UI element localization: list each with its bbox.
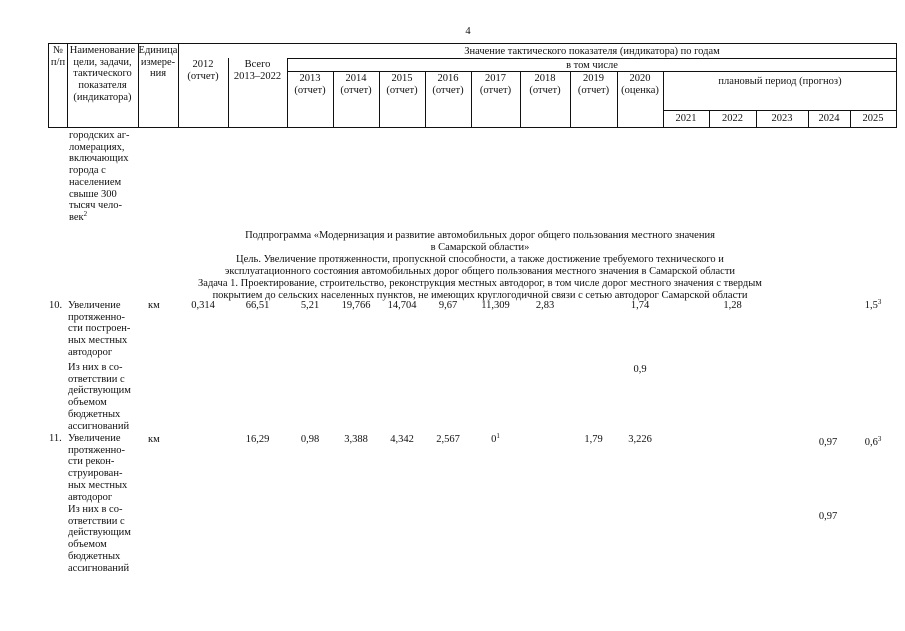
row10-2016: 9,67	[438, 300, 458, 311]
header-in-that: в том числе	[566, 60, 618, 71]
row11-2014: 3,388	[344, 434, 368, 445]
header-2023: 2023	[771, 113, 793, 124]
row11-num: 11.	[49, 433, 62, 444]
row11-2015: 4,342	[390, 434, 414, 445]
row10-2018: 2,83	[535, 300, 555, 311]
header-2021: 2021	[675, 113, 697, 124]
row10-2020: 1,74	[630, 300, 650, 311]
row10-2013: 5,21	[300, 300, 320, 311]
header-2016: 2016 (отчет)	[432, 73, 464, 96]
row11-sub-2024: 0,97	[818, 511, 838, 522]
header-2013: 2013 (отчет)	[294, 73, 326, 96]
subprogram-title: Подпрограмма «Модернизация и развитие автомобильных дорог общего пользования местного значения в Самарской области»	[245, 230, 715, 253]
header-values-title: Значение тактического показателя (индикатора) по годам	[464, 46, 720, 57]
header-2012: 2012 (отчет)	[187, 59, 219, 82]
row11-total: 16,29	[245, 434, 270, 445]
header-num: № п/п	[50, 45, 66, 68]
footnote-marker: 3	[877, 435, 882, 443]
row10-name: Увеличение протяженно- сти построен- ных местных автодорог	[68, 300, 131, 358]
row10-unit: км	[148, 300, 160, 311]
subprogram-goal: Цель. Увеличение протяженности, пропускной способности, а также достижение требуемого технического и эксплуатационного состояния автомобильных дорог общего пользования местного значения в Самарской области	[224, 254, 736, 277]
header-2014: 2014 (отчет)	[340, 73, 372, 96]
row11-name: Увеличение протяженно- сти рекон- струирован- ных местных автодорог	[68, 433, 128, 503]
row11-2020: 3,226	[628, 434, 652, 445]
header-2018: 2018 (отчет)	[529, 73, 561, 96]
header-2025: 2025	[862, 113, 884, 124]
header-2019: 2019 (отчет)	[577, 73, 610, 96]
header-plan: плановый период (прогноз)	[718, 76, 842, 87]
header-2015: 2015 (отчет)	[386, 73, 418, 96]
row11-2024: 0,97	[818, 437, 838, 448]
header-2022: 2022	[722, 113, 743, 124]
row10-2025: $1,5^3$	[864, 298, 882, 311]
row10-2017: 11,309	[481, 300, 510, 311]
row10-sub-2020: 0,9	[633, 364, 647, 375]
footnote-marker: 2	[83, 209, 88, 218]
row10-2015: 14,704	[387, 300, 417, 311]
row11-2016: 2,567	[436, 434, 460, 445]
row10-2022: 1,28	[723, 300, 742, 311]
row11-unit: км	[148, 434, 160, 445]
row11-2025: $0,6^3$	[864, 435, 882, 448]
subprogram-task: Задача 1. Проектирование, строительство, реконструкция местных автодорог, в том числе дорог местного значения с твердым покрытием до сельских населенных пунктов, не имеющих круглогодичной связи с сетью автодорог Самарской области	[198, 278, 762, 301]
header-unit: Единица измере- ния	[138, 45, 178, 80]
row10-2014: 19,766	[341, 300, 371, 311]
row11-sub-name: Из них в со- ответствии с действующим объемом бюджетных ассигнований	[68, 504, 131, 574]
row10-num: 10.	[49, 300, 63, 311]
footnote-marker: 3	[877, 298, 882, 306]
continued-row-name: городских аг- ломерациях, включающих города с населением свыше 300 тысяч чело- век$^2$	[69, 130, 130, 223]
header-total: Всего 2013–2022	[233, 59, 282, 82]
footnote-marker: 1	[496, 432, 500, 440]
header-2024: 2024	[818, 113, 840, 124]
row10-sub-name: Из них в со- ответствии с действующим объемом бюджетных ассигнований	[68, 362, 131, 432]
row10-total: 66,51	[245, 300, 270, 311]
row11-2017: $0^1$	[491, 432, 500, 445]
row11-2019: 1,79	[584, 434, 603, 445]
row11-2013: 0,98	[300, 434, 320, 445]
header-2017: 2017 (отчет)	[479, 73, 512, 96]
page-number: 4	[465, 26, 471, 37]
row10-2012: 0,314	[191, 300, 215, 311]
header-name: Наименование цели, задачи, тактического показателя (индикатора)	[69, 45, 136, 103]
header-2020: 2020 (оценка)	[621, 73, 659, 96]
